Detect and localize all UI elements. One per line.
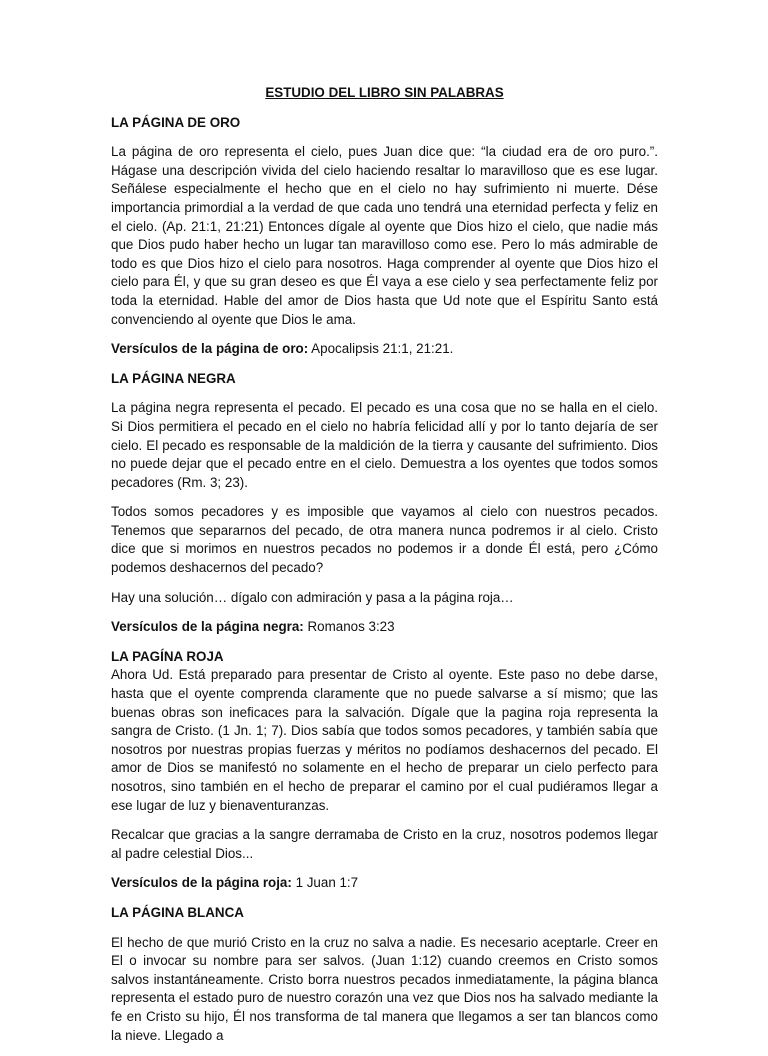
document-page [111, 84, 658, 1056]
paragraph-red-2: Recalcar que gracias a la sangre derramaba de Cristo en la cruz, nosotros podemos llegar al padre celestial Dios... [111, 827, 658, 861]
section-heading-black: LA PÁGINA NEGRA [111, 370, 236, 386]
section-heading-gold: LA PÁGINA DE ORO [111, 114, 241, 130]
verse-ref-black: Romanos 3:23 [303, 619, 395, 635]
document-title: ESTUDIO DEL LIBRO SIN PALABRAS [265, 85, 504, 100]
verse-label-black: Versículos de la página negra: [111, 619, 304, 635]
verse-line-black [111, 618, 658, 637]
verse-label-gold: Versículos de la página de oro: [111, 341, 309, 357]
verse-label-red: Versículos de la página roja: [111, 875, 292, 891]
paragraph-black-2: Todos somos pecadores y es imposible que vayamos al cielo con nuestros pecados. Tenemos que separarnos del pecado, de otra manera nunca podremos ir al cielo. Cristo dice que si morimos en nuestros pecados no podemos ir a donde Él está, pero ¿Cómo podemos deshacernos del pecado? [111, 504, 658, 576]
verse-ref-red: 1 Juan 1:7 [291, 875, 359, 891]
verse-ref-gold: Apocalipsis 21:1, 21:21. [308, 341, 454, 357]
paragraph-black-1: La página negra representa el pecado. El pecado es una cosa que no se halla en el cielo. Si Dios permitiera el pecado en el cielo no habría felicidad allí y por lo tanto dejaría de ser cielo. El pecado es responsable de la maldición de la tierra y causante del sufrimiento. Dios no puede dejar que el pecado entre en el cielo. Demuestra a los oyentes que todos somos pecadores (Rm. 3; 23). [111, 400, 658, 490]
section-heading-white: LA PÁGINA BLANCA [111, 904, 244, 920]
paragraph-white-1: El hecho de que murió Cristo en la cruz no salva a nadie. Es necesario aceptarle. Creer en El o invocar su nombre para ser salvos. (Juan 1:12) cuando creemos en Cristo somos salvos instantáneamente. Cristo borra nuestros pecados inmediatamente, la página blanca representa el estado puro de nuestro corazón una vez que Dios nos ha salvado mediante la fe en Cristo su hijo, Él nos transforma de tal manera que llegamos a ser tan blancos como la nieve. Llegado a [111, 934, 658, 1043]
paragraph-gold-1: La página de oro representa el cielo, pues Juan dice que: “la ciudad era de oro puro.”. Hágase una descripción vivida del cielo haciendo resaltar lo maravilloso que es ese lugar. Señálese especialmente el hecho que en el cielo no hay sufrimiento ni muerte. Dése importancia primordial a la verdad de que cada uno tendrá una eternidad perfecta y feliz en el cielo. (Ap. 21:1, 21:21) Entonces dígale al oyente que Dios hizo el cielo, que nadie más que Dios pudo haber hecho un lugar tan maravilloso como ese. Pero lo más admirable de todo es que Dios hizo el cielo para nosotros. Haga comprender al oyente que Dios hizo el cielo para Él, y que su gran deseo es que Él vaya a ese cielo y sea perfectamente feliz por toda la eternidad. Hable del amor de Dios hasta que Ud note que el Espíritu Santo está convenciendo al oyente que Dios le ama. [111, 144, 658, 327]
paragraph-black-3: Hay una solución… dígalo con admiración y pasa a la página roja… [111, 589, 514, 605]
section-heading-red: LA PAGÍNA ROJA [111, 648, 224, 664]
verse-line-red [111, 874, 658, 893]
verse-line-gold [111, 340, 658, 359]
paragraph-red-1: Ahora Ud. Está preparado para presentar de Cristo al oyente. Este paso no debe darse, hasta que el oyente comprenda claramente que no puede salvarse a sí mismo; que las buenas obras son ineficaces para la salvación. Dígale que la pagina roja representa la sangra de Cristo. (1 Jn. 1; 7). Dios sabía que todos somos pecadores, y también sabía que nosotros por nuestras propias fuerzas y méritos no podíamos deshacernos del pecado. El amor de Dios se manifestó no solamente en el hecho de preparar un cielo perfecto para nosotros, sino también en el hecho de preparar el camino por el cual pudiéramos llegar a ese lugar de luz y bienaventuranzas. [111, 667, 658, 813]
